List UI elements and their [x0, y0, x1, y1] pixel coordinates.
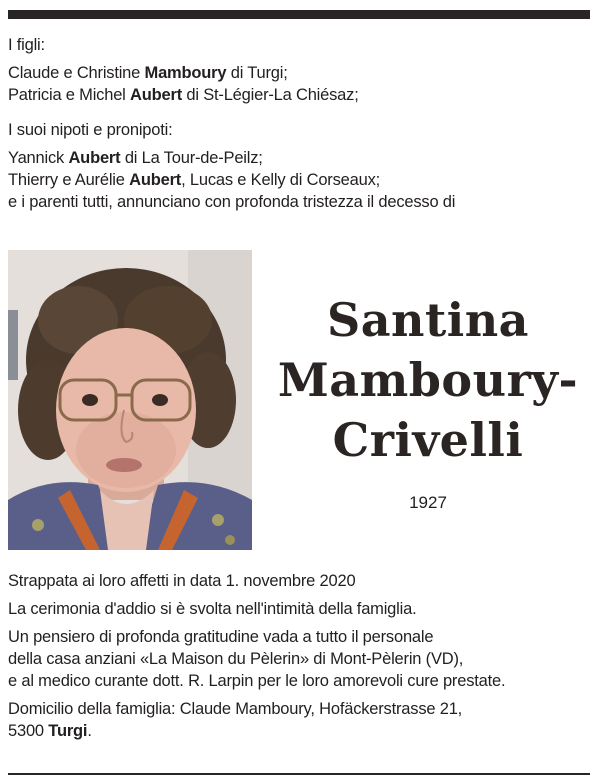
ceremony-line: La cerimonia d'addio si è svolta nell'intimità della famiglia.: [8, 600, 417, 618]
domicile-line: Domicilio della famiglia: Claude Mamboury, Hofäckerstrasse 21,: [8, 700, 463, 718]
bottom-rule: [8, 773, 590, 775]
name-line-surname: Mamboury-: [277, 353, 579, 407]
gratitude-line: e al medico curante dott. R. Larpin per le loro amorevoli cure prestate.: [8, 672, 506, 690]
grandchildren-list: [8, 147, 592, 213]
deceased-name: [262, 290, 594, 470]
child-names: Claude e Christine: [8, 64, 145, 82]
domicile-town: Turgi: [48, 722, 88, 740]
grandchild-surname: Aubert: [129, 171, 182, 189]
gratitude-line: Un pensiero di profonda gratitudine vada a tutto il personale: [8, 628, 434, 646]
domicile-period: .: [87, 722, 92, 740]
heading-nipoti-text: I suoi nipoti e pronipoti:: [8, 121, 173, 139]
grandchild-place: di La Tour-de-Peilz;: [120, 149, 263, 167]
grandchild-place: , Lucas e Kelly di Corseaux;: [181, 171, 381, 189]
grandchild-names: Thierry e Aurélie: [8, 171, 130, 189]
child-names: Patricia e Michel: [8, 86, 131, 104]
child-line: [8, 62, 592, 84]
portrait-photo: [8, 250, 252, 550]
child-line: [8, 84, 592, 106]
children-list: [8, 62, 592, 106]
child-place: di St-Légier-La Chiésaz;: [182, 86, 359, 104]
child-surname: Mamboury: [144, 64, 227, 82]
closing-text: [8, 570, 592, 742]
grandchild-line: [8, 169, 592, 191]
grandchild-names: Yannick: [8, 149, 69, 167]
domicile-line: [8, 720, 592, 742]
name-line-maiden: Crivelli: [332, 413, 524, 467]
death-date-line: Strappata ai loro affetti in data 1. novembre 2020: [8, 572, 356, 590]
heading-figli: [8, 34, 592, 56]
child-place: di Turgi;: [226, 64, 288, 82]
postal-code: 5300: [8, 722, 49, 740]
top-border-bar: [8, 10, 590, 19]
grandchild-surname: Aubert: [68, 149, 121, 167]
child-surname: Aubert: [130, 86, 182, 104]
announcement-text: e i parenti tutti, annunciano con profonda tristezza il decesso di: [8, 193, 456, 211]
birth-year: 1927: [409, 493, 447, 512]
heading-figli-text: I figli:: [8, 36, 45, 54]
grandchild-line: [8, 147, 592, 169]
gratitude-line: della casa anziani «La Maison du Pèlerin» di Mont-Pèlerin (VD),: [8, 650, 464, 668]
name-line-first: Santina: [327, 293, 529, 347]
heading-nipoti: [8, 119, 592, 141]
